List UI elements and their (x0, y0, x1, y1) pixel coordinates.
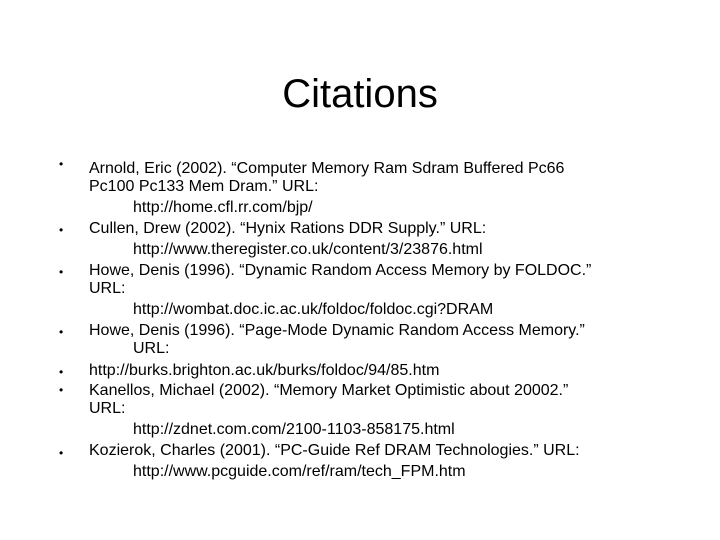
citation-text-line: URL: (89, 400, 126, 417)
citation-url: http://zdnet.com.com/2100-1103-858175.html (133, 421, 455, 438)
bullet-icon: • (59, 223, 64, 237)
citation-url: http://home.cfl.rr.com/bjp/ (133, 199, 313, 216)
bullet-icon: • (59, 265, 64, 279)
slide-title: Citations (282, 72, 438, 116)
bullet-icon: • (59, 325, 64, 339)
citation-text-line: URL: (89, 280, 126, 297)
bullet-icon: • (59, 446, 64, 460)
citation-text-line: Howe, Denis (1996). “Page-Mode Dynamic Random Access Memory.” (89, 322, 585, 339)
citation-url: http://www.theregister.co.uk/content/3/23876.html (133, 241, 483, 258)
citation-url: http://burks.brighton.ac.uk/burks/foldoc/94/85.htm (89, 362, 440, 379)
citation-text-line: Cullen, Drew (2002). “Hynix Rations DDR Supply.” URL: (89, 220, 487, 237)
citation-text-line: Howe, Denis (1996). “Dynamic Random Access Memory by FOLDOC.” (89, 262, 592, 279)
citation-text-line: Pc100 Pc133 Mem Dram.” URL: (89, 178, 319, 195)
citation-text-line: Arnold, Eric (2002). “Computer Memory Ram Sdram Buffered Pc66 (89, 160, 565, 177)
bullet-icon: • (59, 157, 64, 171)
citation-url: http://wombat.doc.ic.ac.uk/foldoc/foldoc.cgi?DRAM (133, 301, 494, 318)
bullet-icon: • (59, 383, 64, 397)
bullet-icon: • (59, 365, 64, 379)
citation-text-line: Kanellos, Michael (2002). “Memory Market Optimistic about 20002.” (89, 382, 569, 399)
citation-text-line: URL: (133, 340, 170, 357)
citation-url: http://www.pcguide.com/ref/ram/tech_FPM.htm (133, 463, 466, 480)
citation-text-line: Kozierok, Charles (2001). “PC-Guide Ref DRAM Technologies.” URL: (89, 442, 580, 459)
